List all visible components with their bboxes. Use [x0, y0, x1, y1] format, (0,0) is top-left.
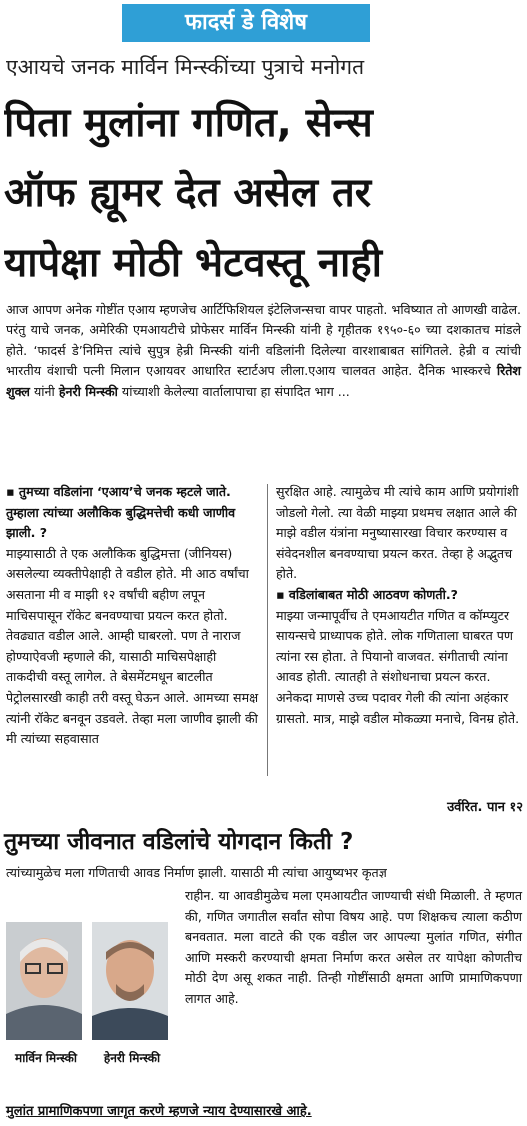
column-right — [276, 482, 522, 782]
headline-line-2: ऑफ ह्यूमर देत असेल तर — [4, 170, 372, 216]
reporter-name: रितेश शुक्ल — [6, 363, 521, 399]
continued-note: उर्वरित. पान १२ — [447, 800, 523, 815]
photo-caption-2: हेनरी मिन्स्की — [103, 1051, 161, 1065]
section2-lead: त्यांच्यामुळेच मला गणिताची आवड निर्माण झाली. यासाठी मी त्यांचा आयुष्यभर कृतज्ञ — [6, 865, 387, 880]
intro-text: आज आपण अनेक गोष्टींत एआय म्हणजेच आर्टिफिशियल इंटेलिजन्सचा वापर पाहतो. भविष्यात तो आणखी वाढेल. परंतु याचे जनक, अमेरिकी एमआयटीचे प्रोफेसर मार्विन मिन्स्की यांनी हे गृहीतक १९५०-६० च्या दशकातच मांडले होते. ‘फादर्स डे’निमित्त त्यांचे सुपुत्र हेन्री मिन्स्की यांनी वडिलांनी दिलेल्या वारशाबाबत सांगितले. हेन्री व त्यांची भारतीय वंशाची पत्नी मिलान एआयवर आधारित स्टार्टअप लीला.एआय चालवत आहेत. दैनिक भास्करचे — [6, 302, 521, 379]
column-divider — [267, 484, 268, 776]
headline-line-1: पिता मुलांना गणित, सेन्स — [4, 100, 373, 146]
intro-tail: यांच्याशी केलेल्या वार्तालापाचा हा संपादित भाग ... — [121, 383, 350, 399]
subject-name: हेनरी मिन्स्की — [58, 383, 118, 399]
intro-paragraph — [6, 300, 521, 480]
answer-1: माझ्यासाठी ते एक अलौकिक बुद्धिमत्ता (जीनियस) असलेल्या व्यक्तीपेक्षाही ते वडील होते. मी आठ वर्षांचा असताना मी व माझी १२ वर्षांची बहीण लपून माचिसपासून रॉकेट बनवण्याचा प्रयत्न करत होतो. तेवढ्यात वडील आले. आम्ही घाबरलो. पण ते नाराज होण्याऐवजी म्हणाले की, यासाठी माचिसपेक्षाही ताकदीची वस्तू लागेल. ते बेसमेंटमधून बाटलीत पेट्रोलसारखी काही तरी वस्तू घेऊन आले. आमच्या समक्ष त्यांनी रॉकेट बनवून उडवले. तेव्हा मला जाणीव झाली की मी त्यांच्या सहवासात — [6, 545, 259, 747]
question-2: ▪ वडिलांबाबत मोठी आठवण कोणती.? — [276, 586, 458, 602]
subheading: तुमच्या जीवनात वडिलांचे योगदान किती ? — [4, 829, 354, 855]
answer-2: माझ्या जन्मापूर्वीच ते एमआयटीत गणित व कॉम्प्युटर सायन्सचे प्राध्यापक होते. लोक गणिताला घाबरत पण त्यांना रस होता. ते पियानो वाजवत. संगीताची त्यांना आवड होती. त्यातही ते संशोधनाचा प्रयत्न करत. अनेकदा माणसे उच्च पदावर गेली की त्यांना अहंकार ग्रासतो. मात्र, माझे वडील मोकळ्या मनाचे, विनम्र होते. — [276, 607, 520, 726]
closing-quote: मुलांत प्रामाणिकपणा जागृत करणे म्हणजे न्याय देण्यासारखे आहे. — [6, 1104, 312, 1119]
answer-1-continued: सुरक्षित आहे. त्यामुळेच मी त्यांचे काम आणि प्रयोगांशी जोडलो गेलो. त्या वेळी माझ्या प्रथमच लक्षात आले की माझे वडील यंत्रांना मनुष्यासारखा विचार करण्यास व संवेदनशील बनवण्याचा प्रयत्न करत. तेव्हा हे अद्भुतच होते. — [276, 484, 519, 582]
section2-body: राहीन. या आवडीमुळेच मला एमआयटीत जाण्याची संधी मिळाली. ते म्हणत की, गणित जगातील सर्वांत सोपा विषय आहे. पण शिक्षकच त्याला कठीण बनवतात. मला वाटते की एक वडील जर आपल्या मुलांत गणित, संगीत आणि मस्करी करण्याची क्षमता निर्माण करत असेल तर यापेक्षा कोणतीच मोठी देण असू शकत नाही. तिन्ही गोष्टींसाठी क्षमता आणि प्रामाणिकपणा लागत आहे. — [185, 888, 522, 1006]
intro-mid: यांनी — [33, 383, 55, 399]
column-left — [6, 482, 260, 772]
marvin-minsky-photo — [6, 922, 82, 1040]
photo-caption-1: मार्विन मिन्स्की — [15, 1051, 77, 1065]
henry-minsky-photo — [92, 922, 168, 1040]
kicker: एआयचे जनक मार्विन मिन्स्कींच्या पुत्राचे मनोगत — [6, 55, 365, 79]
headline — [4, 88, 523, 298]
section-banner: फादर्स डे विशेष — [122, 4, 370, 42]
headline-line-3: यापेक्षा मोठी भेटवस्तू नाही — [4, 240, 383, 286]
question-1: ▪ तुमच्या वडिलांना ‘एआय’चे जनक म्हटले जाते. तुम्हाला त्यांच्या अलौकिक बुद्धिमत्तेची कधी जाणीव झाली. ? — [6, 484, 236, 541]
